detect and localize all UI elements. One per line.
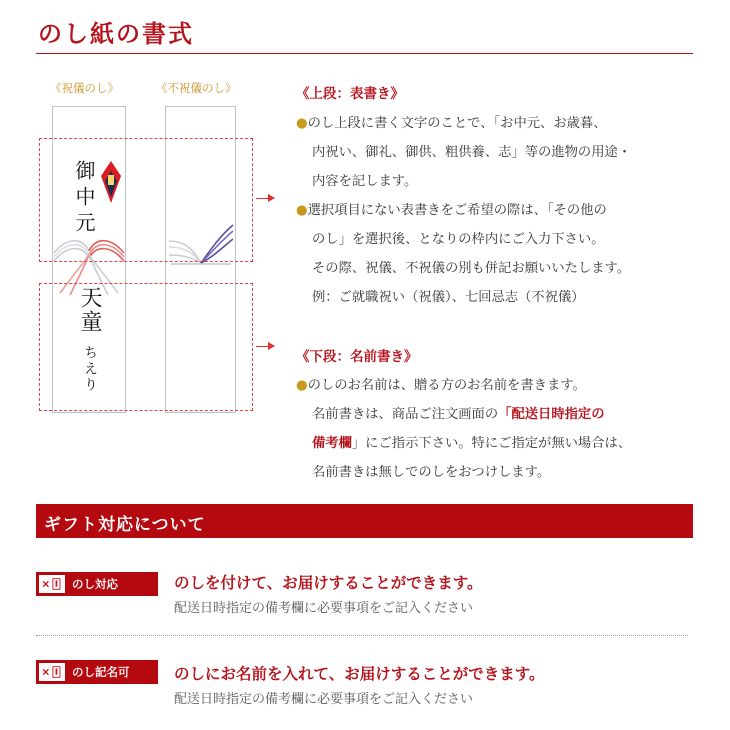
upper-arrow-icon xyxy=(256,198,274,199)
upper-line-1: ●のし上段に書く文字のことで、「お中元、お歳暮、 xyxy=(296,116,607,131)
upper-line-5: のし」を選択後、となりの枠内にご入力下さい。 xyxy=(312,232,605,247)
lower-line-3: 備考欄」にご指示下さい。特にご指定が無い場合は、 xyxy=(312,436,632,451)
title-divider xyxy=(36,53,693,54)
lower-line-4: 名前書きは無しでのしをおつけします。 xyxy=(312,465,551,480)
upper-area-guide xyxy=(39,138,253,262)
noshi-support-badge-label: のし対応 xyxy=(72,577,118,591)
upper-line-2: 内祝い、御礼、御供、粗供養、志」等の進物の用途・ xyxy=(312,145,632,160)
lower-sample-name: 天童 xyxy=(77,286,102,334)
gift-section-bar xyxy=(36,504,693,538)
noshi-support-title: のしを付けて、お届けすることができます。 xyxy=(174,574,483,592)
upper-sample-text: 御中元 xyxy=(72,160,96,238)
noshi-name-note: 配送日時指定の備考欄に必要事項をご記入ください xyxy=(174,692,474,707)
noshi-name-badge-label: のし記名可 xyxy=(72,665,130,679)
lower-line-2: 名前書きは、商品ご注文画面の「配送日時指定の xyxy=(312,407,605,422)
noshi-name-title: のしにお名前を入れて、お届けすることができます。 xyxy=(174,665,545,683)
upper-line-7: 例：ご就職祝い（祝儀）、七回忌志（不祝儀） xyxy=(312,290,585,305)
celebration-noshi-label: 《祝儀のし》 xyxy=(50,81,119,95)
upper-line-3: 内容を記します。 xyxy=(312,174,418,189)
lower-line-1: ●のしのお名前は、贈る方のお名前を書きます。 xyxy=(296,378,586,393)
lower-section-heading: 《下段：名前書き》 xyxy=(296,349,418,365)
bullet-icon: ● xyxy=(296,116,308,131)
noshi-support-badge xyxy=(36,572,158,596)
lower-area-guide xyxy=(39,283,253,411)
upper-line-6: その際、祝儀、不祝儀の別も併記お願いいたします。 xyxy=(312,261,631,276)
noshi-name-badge xyxy=(36,660,158,684)
noshi-badge-icon xyxy=(39,663,65,681)
bullet-icon: ● xyxy=(296,203,308,218)
bullet-icon: ● xyxy=(296,378,308,393)
gift-section-title: ギフト対応について xyxy=(44,515,206,535)
upper-section-heading: 《上段：表書き》 xyxy=(296,86,404,102)
noshi-badge-icon xyxy=(39,575,65,593)
gift-item-divider xyxy=(36,635,688,636)
upper-line-4: ●選択項目にない表書きをご希望の際は、「その他の xyxy=(296,203,607,218)
noshi-support-note: 配送日時指定の備考欄に必要事項をご記入ください xyxy=(174,601,474,616)
condolence-noshi-label: 《不祝儀のし》 xyxy=(156,81,237,95)
lower-arrow-icon xyxy=(256,346,274,347)
page-title: のし紙の書式 xyxy=(38,19,194,48)
lower-sample-name-kana: ちえり xyxy=(82,345,98,393)
